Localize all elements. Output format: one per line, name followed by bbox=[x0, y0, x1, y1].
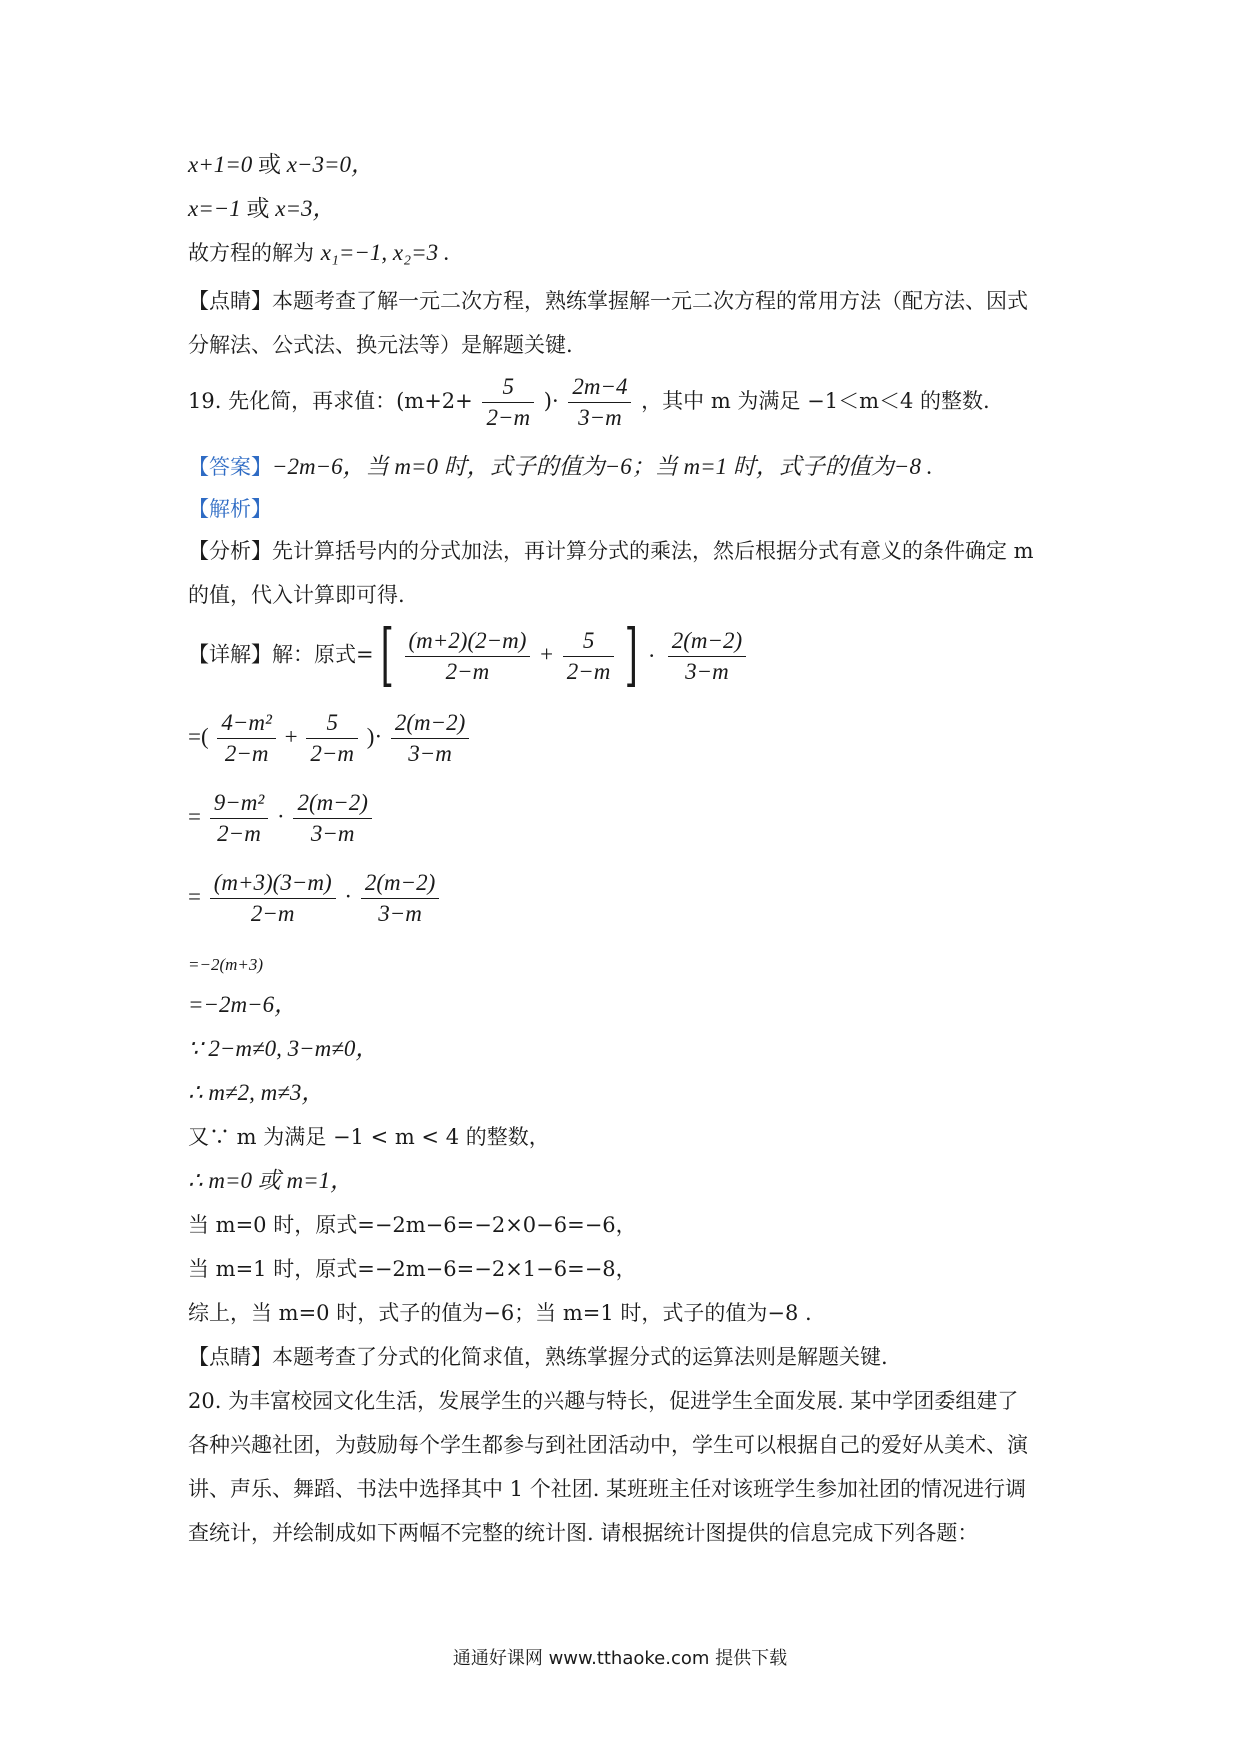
answer-line bbox=[188, 452, 932, 482]
question-tail: ，其中 m 为满足 −1＜m＜4 的整数. bbox=[641, 389, 990, 413]
equation: x=−1 bbox=[188, 196, 241, 221]
dianjing-text: 本题考查了分式的化简求值，熟练掌握分式的运算法则是解题关键. bbox=[272, 1345, 888, 1369]
fenxi-text: 的值，代入计算即可得. bbox=[188, 583, 405, 607]
numerator: 9−m² bbox=[210, 788, 269, 819]
step-7: ∵ 2−m≠0, 3−m≠0， bbox=[188, 1036, 379, 1061]
fraction bbox=[293, 788, 371, 849]
numerator: 2(m−2) bbox=[668, 626, 746, 657]
solution-line bbox=[188, 238, 450, 268]
numerator: (m+2)(2−m) bbox=[405, 626, 531, 657]
eq-line-2 bbox=[188, 194, 335, 224]
step-3: = $\frac{\text{9−m²}}{2-m}$ · $\frac{2(m-2)}{3-m}$ bbox=[188, 788, 375, 849]
fenxi-text: 先计算括号内的分式加法，再计算分式的乘法，然后根据分式有意义的条件确定 m bbox=[272, 539, 1034, 563]
operator: + bbox=[540, 641, 554, 667]
question-20-line-2: 各种兴趣社团，为鼓励每个学生都参与到社团活动中，学生可以根据自己的爱好从美术、演 bbox=[188, 1433, 1028, 1457]
denominator: 2−m bbox=[566, 658, 611, 684]
fraction bbox=[306, 708, 358, 769]
denominator: 3−m bbox=[685, 658, 729, 684]
fraction bbox=[668, 626, 746, 687]
numerator: (m+3)(3−m) bbox=[210, 868, 336, 899]
step-13: 综上，当 m=0 时，式子的值为−6；当 m=1 时，式子的值为−8 . bbox=[188, 1301, 812, 1325]
question-20-line-4: 查统计，并绘制成如下两幅不完整的统计图. 请根据统计图提供的信息完成下列各题： bbox=[188, 1521, 979, 1545]
question-20-line-3: 讲、声乐、舞蹈、书法中选择其中 1 个社团. 某班班主任对该班学生参加社团的情况进行调 bbox=[188, 1477, 1027, 1501]
numerator: 2(m−2) bbox=[391, 708, 469, 739]
dianjing-tag: 【点睛】 bbox=[188, 1345, 272, 1369]
denominator: 2−m bbox=[445, 658, 490, 684]
denominator: 2−m bbox=[224, 741, 269, 766]
step-9: 又∵ m 为满足 −1 < m < 4 的整数， bbox=[188, 1125, 550, 1149]
denominator: 2−m bbox=[217, 821, 261, 846]
dot-operator: · bbox=[648, 644, 656, 668]
denominator: 2−m bbox=[310, 741, 355, 766]
question-19 bbox=[188, 372, 990, 433]
answer-text: −2m−6，当 m=0 时，式子的值为−6；当 m=1 时，式子的值为−8 . bbox=[272, 454, 933, 479]
solution-text: 故方程的解为 bbox=[188, 241, 314, 265]
jiexi-line bbox=[188, 494, 272, 524]
fraction bbox=[217, 708, 276, 769]
fenxi-line-1 bbox=[188, 536, 1034, 566]
step-5: =−2(m+3) bbox=[188, 955, 264, 974]
fraction bbox=[568, 372, 631, 433]
question-20-line-1: 20. 为丰富校园文化生活，发展学生的兴趣与特长，促进学生全面发展. 某中学团委组建了 bbox=[188, 1389, 1019, 1413]
step-12: 当 m=1 时，原式=−2m−6=−2×1−6=−8， bbox=[188, 1257, 637, 1281]
xiangjie-line bbox=[188, 616, 749, 695]
denominator: 3−m bbox=[408, 741, 452, 766]
numerator: 5 bbox=[306, 708, 358, 739]
step-2: =( $\frac{\text{4−m²}}{2-m}$ + $\frac{5}{2-m}$ )· $\frac{2(m-2)}{3-m}$ bbox=[188, 708, 472, 769]
numerator: 2(m−2) bbox=[293, 788, 371, 819]
equation: x=3， bbox=[275, 196, 336, 221]
fraction bbox=[563, 626, 615, 687]
numerator: 5 bbox=[482, 372, 534, 403]
question-number: 19. bbox=[188, 389, 222, 413]
denominator: 3−m bbox=[578, 405, 622, 430]
fraction bbox=[391, 708, 469, 769]
fraction bbox=[210, 868, 336, 929]
equation: x−3=0， bbox=[286, 152, 374, 177]
jiexi-tag: 【解析】 bbox=[188, 497, 272, 521]
answer-tag: 【答案】 bbox=[188, 455, 272, 479]
step-8: ∴ m≠2, m≠3， bbox=[188, 1080, 325, 1105]
left-bracket: [ bbox=[380, 616, 395, 695]
numerator: 2(m−2) bbox=[361, 868, 439, 899]
step-6: =−2m−6， bbox=[188, 992, 298, 1017]
or-word: 或 bbox=[258, 152, 281, 177]
or-word: 或 bbox=[246, 196, 270, 221]
denominator: 3−m bbox=[310, 821, 355, 846]
denominator: 2−m bbox=[486, 405, 531, 430]
fenxi-tag: 【分析】 bbox=[188, 539, 272, 563]
denominator: 2−m bbox=[250, 901, 295, 926]
numerator: 4−m² bbox=[217, 708, 276, 739]
right-bracket: ] bbox=[624, 616, 639, 695]
dianjing-text: 本题考查了解一元二次方程，熟练掌握解一元二次方程的常用方法（配方法、因式 bbox=[272, 289, 1028, 313]
denominator: 3−m bbox=[378, 901, 422, 926]
step-4: = $\frac{(m+3)(3-m)}{2-m}$ · $\frac{2(m-2)}{3-m}$ bbox=[188, 868, 442, 929]
step-10: ∴ m=0 或 m=1， bbox=[188, 1168, 354, 1193]
xiangjie-tag: 【详解】 bbox=[188, 642, 272, 667]
step-11: 当 m=0 时，原式=−2m−6=−2×0−6=−6， bbox=[188, 1213, 637, 1237]
fraction bbox=[361, 868, 439, 929]
page-footer: 通通好课网 www.tthaoke.com 提供下载 bbox=[452, 1648, 788, 1669]
solution-math: x₁=−1, x₂=3 . bbox=[320, 240, 450, 265]
question-text: 先化简，再求值：(m+2+ bbox=[228, 389, 473, 413]
dianjing-line-2 bbox=[188, 330, 573, 360]
numerator: 5 bbox=[563, 626, 615, 657]
dianjing-tag: 【点睛】 bbox=[188, 289, 272, 313]
numerator: 2m−4 bbox=[568, 372, 631, 403]
equation: x+1=0 bbox=[188, 152, 253, 177]
fraction bbox=[405, 626, 531, 687]
eq-line-1 bbox=[188, 150, 374, 180]
fenxi-line-2 bbox=[188, 580, 405, 610]
dianjing-line-3 bbox=[188, 1342, 888, 1372]
dianjing-text: 分解法、公式法、换元法等）是解题关键. bbox=[188, 333, 573, 357]
dianjing-line-1 bbox=[188, 286, 1028, 316]
operator: )· bbox=[543, 389, 559, 413]
xiangjie-lead: 解：原式= bbox=[272, 642, 374, 667]
fraction bbox=[482, 372, 534, 433]
fraction bbox=[210, 788, 269, 849]
